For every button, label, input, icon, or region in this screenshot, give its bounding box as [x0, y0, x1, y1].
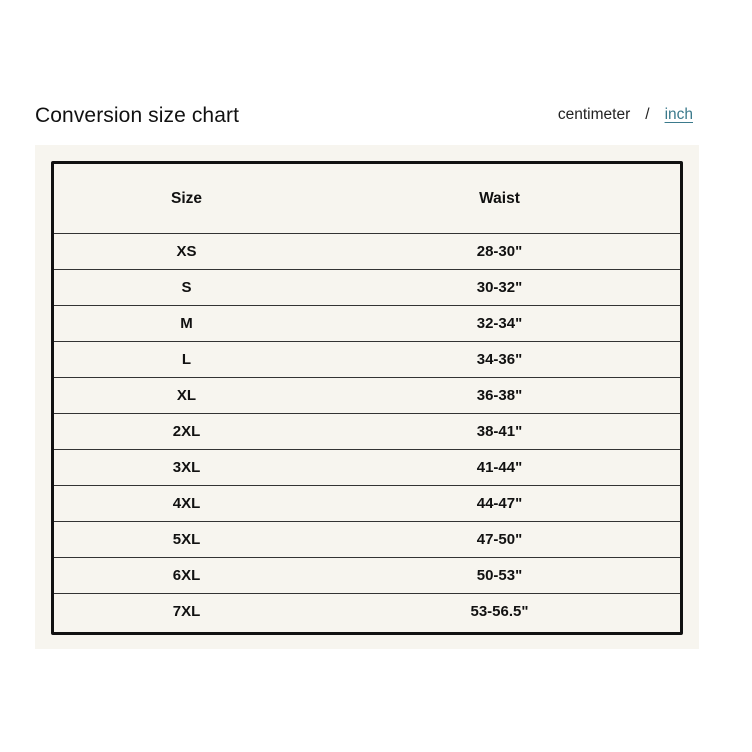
table-row	[54, 450, 680, 486]
size-cell: XS	[176, 243, 197, 260]
table-row	[54, 558, 680, 594]
size-chart-panel	[35, 145, 699, 649]
page-title: Conversion size chart	[35, 104, 240, 127]
waist-cell: 44-47"	[476, 495, 523, 512]
table-header-row	[54, 164, 680, 234]
table-row	[54, 522, 680, 558]
size-cell: XL	[176, 387, 197, 404]
table-row	[54, 342, 680, 378]
size-chart-header	[35, 102, 693, 132]
unit-option-centimeter[interactable]: centimeter	[557, 106, 631, 123]
waist-cell: 28-30"	[476, 243, 523, 260]
size-cell: 4XL	[172, 495, 201, 512]
waist-cell: 36-38"	[476, 387, 523, 404]
waist-cell: 53-56.5"	[470, 603, 529, 620]
waist-cell: 47-50"	[476, 531, 523, 548]
column-header-size: Size	[170, 189, 202, 207]
size-table-container	[51, 161, 683, 635]
unit-separator: /	[645, 106, 650, 123]
waist-cell: 50-53"	[476, 567, 523, 584]
table-row	[54, 486, 680, 522]
waist-cell: 32-34"	[476, 315, 523, 332]
table-row	[54, 378, 680, 414]
column-header-waist: Waist	[479, 189, 520, 207]
waist-cell: 41-44"	[476, 459, 523, 476]
table-row	[54, 306, 680, 342]
size-cell: 3XL	[172, 459, 201, 476]
size-cell: L	[181, 351, 192, 368]
size-cell: 7XL	[172, 603, 201, 620]
size-cell: 5XL	[172, 531, 201, 548]
unit-option-inch[interactable]: inch	[664, 106, 693, 123]
size-cell: S	[181, 279, 192, 296]
table-row	[54, 234, 680, 270]
waist-cell: 38-41"	[476, 423, 523, 440]
size-cell: 6XL	[172, 567, 201, 584]
table-row	[54, 594, 680, 630]
waist-cell: 34-36"	[476, 351, 523, 368]
unit-toggle	[558, 106, 693, 124]
size-cell: 2XL	[172, 423, 201, 440]
table-row	[54, 270, 680, 306]
size-cell: M	[180, 315, 193, 332]
waist-cell: 30-32"	[476, 279, 523, 296]
table-row	[54, 414, 680, 450]
size-table	[54, 164, 680, 629]
